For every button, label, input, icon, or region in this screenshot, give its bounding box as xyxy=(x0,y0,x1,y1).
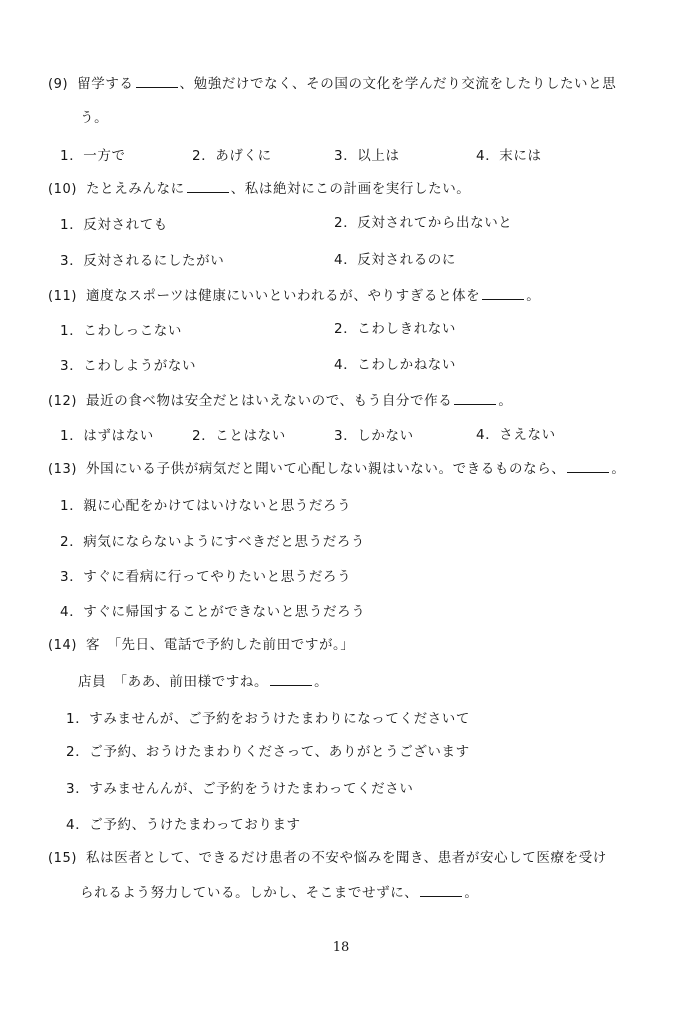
option-13-1: 1．親に心配をかけてはいけないと思うだろう xyxy=(60,498,352,514)
answer-blank xyxy=(454,394,496,405)
option-11-3: 3．こわしようがない xyxy=(60,358,197,374)
question-number: (15) xyxy=(48,851,78,866)
option-12-3: 3．しかない xyxy=(334,428,414,444)
option-13-2: 2．病気にならないようにすべきだと思うだろう xyxy=(60,534,366,550)
question-number: (10) xyxy=(48,182,78,197)
option-10-1: 1．反対されても xyxy=(60,217,168,233)
question-text: 。 xyxy=(498,393,513,409)
question-text: 。 xyxy=(611,461,626,477)
question-9-stem xyxy=(48,75,616,94)
option-14-4: 4．ご予約、うけたまわっております xyxy=(66,817,301,833)
answer-blank xyxy=(420,886,462,897)
question-text: 留学する xyxy=(77,76,134,92)
option-14-1: 1．すみませんが、ご予約をおうけたまわりになってくださいて xyxy=(66,711,470,727)
question-text: 私は医者として、できるだけ患者の不安や悩みを聞き、患者が安心して医療を受け xyxy=(86,850,607,866)
question-number: (14) xyxy=(48,638,78,653)
question-number: (9) xyxy=(48,77,69,92)
question-15-stem xyxy=(48,849,607,868)
dialogue-line: 客 「先日、電話で予約した前田ですが。」 xyxy=(86,637,355,653)
question-text: られるよう努力している。しかし、そこまでせずに、 xyxy=(80,885,419,901)
question-text: 。 xyxy=(526,288,541,304)
question-13-stem xyxy=(48,460,626,479)
dialogue-line: 。 xyxy=(314,674,329,690)
option-11-2: 2．こわしきれない xyxy=(334,321,456,337)
option-14-3: 3．すみませんんが、ご予約をうけたまわってください xyxy=(66,781,414,797)
option-10-2: 2．反対されてから出ないと xyxy=(334,215,513,231)
option-9-2: 2．あげくに xyxy=(192,148,272,164)
question-number: (11) xyxy=(48,289,78,304)
option-9-3: 3．以上は xyxy=(334,148,400,164)
question-15-continuation xyxy=(80,884,479,902)
question-text: たとえみんなに xyxy=(86,181,185,197)
option-9-4: 4．末には xyxy=(476,148,542,164)
page-number: 18 xyxy=(332,940,350,955)
option-10-4: 4．反対されるのに xyxy=(334,252,456,268)
question-text: 適度なスポーツは健康にいいといわれるが、やりすぎると体を xyxy=(86,288,481,304)
question-9-continuation xyxy=(80,109,108,127)
option-11-1: 1．こわしっこない xyxy=(60,323,182,339)
question-10-stem xyxy=(48,180,470,199)
question-12-stem xyxy=(48,392,512,411)
question-text: 最近の食べ物は安全だとはいえないので、もう自分で作る xyxy=(86,393,453,409)
dialogue-line: 店員 「ああ、前田様ですね。 xyxy=(78,674,269,690)
option-13-4: 4．すぐに帰国することができないと思うだろう xyxy=(60,604,366,620)
question-14-dialogue xyxy=(78,673,328,691)
answer-blank xyxy=(567,462,609,473)
option-12-2: 2．ことはない xyxy=(192,428,286,444)
question-11-stem xyxy=(48,287,540,306)
option-14-2: 2．ご予約、おうけたまわりくださって、ありがとうございます xyxy=(66,744,470,760)
answer-blank xyxy=(270,675,312,686)
question-text: う。 xyxy=(80,110,109,126)
question-text: 、勉強だけでなく、その国の文化を学んだり交流をしたりしたいと思 xyxy=(179,76,617,92)
option-13-3: 3．すぐに看病に行ってやりたいと思うだろう xyxy=(60,569,352,585)
question-number: (12) xyxy=(48,394,78,409)
option-11-4: 4．こわしかねない xyxy=(334,357,456,373)
option-9-1: 1．一方で xyxy=(60,148,126,164)
question-text: 。 xyxy=(464,885,479,901)
option-12-4: 4．さえない xyxy=(476,427,556,443)
option-12-1: 1．はずはない xyxy=(60,428,154,444)
question-14-stem xyxy=(48,636,355,655)
answer-blank xyxy=(136,77,178,88)
answer-blank xyxy=(482,289,524,300)
question-number: (13) xyxy=(48,462,78,477)
question-text: 外国にいる子供が病気だと聞いて心配しない親はいない。できるものなら、 xyxy=(86,461,566,477)
question-text: 、私は絶対にこの計画を実行したい。 xyxy=(230,181,471,197)
option-10-3: 3．反対されるにしたがい xyxy=(60,253,225,269)
answer-blank xyxy=(187,182,229,193)
